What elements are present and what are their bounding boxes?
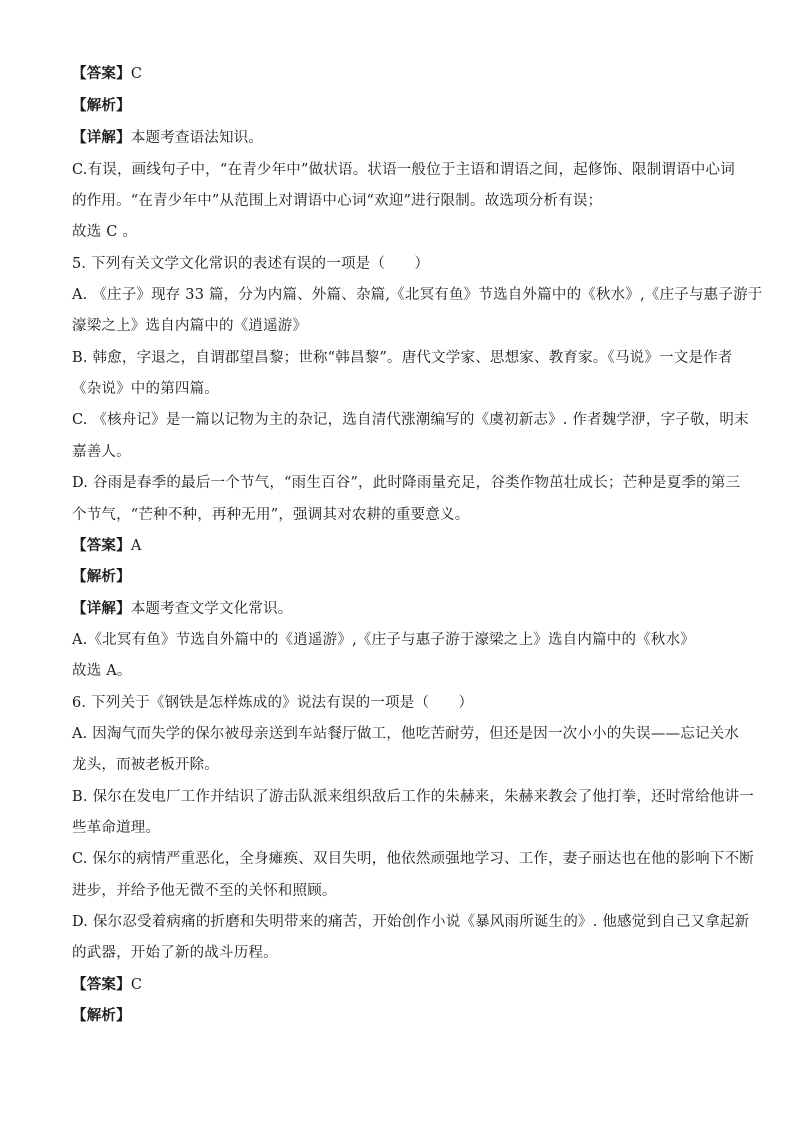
analysis-line: [72, 567, 732, 587]
option-a-cont: 濠梁之上》选自内篇中的《逍遥游》: [72, 318, 308, 334]
detail-line: [72, 599, 732, 619]
option-a: A. 《庄子》现存 33 篇，分为内篇、外篇、杂篇,《北冥有鱼》节选自外篇中的《秋水》,《庄子与惠子游于: [72, 287, 763, 303]
question-6-stem: 6. 下列关于《钢铁是怎样炼成的》说法有误的一项是（ ）: [72, 695, 474, 711]
text-line: A.《北冥有鱼》节选自外篇中的《逍遥游》,《庄子与惠子游于濠梁之上》选自内篇中的《秋水》: [72, 632, 695, 648]
analysis-tag: 【解析】: [72, 568, 131, 585]
option-d-cont: 个节气，“芒种不种，再种无用”，强调其对农耕的重要意义。: [72, 507, 470, 523]
answer-line: [72, 975, 732, 995]
analysis-tag: 【解析】: [72, 97, 131, 114]
option-d: D. 谷雨是春季的最后一个节气，“雨生百谷”，此时降雨量充足，谷类作物茁壮成长；芒种是夏季的第三: [72, 475, 741, 491]
option-d-cont: 的武器，开始了新的战斗历程。: [72, 945, 278, 961]
text-line: 故选 A。: [72, 663, 132, 679]
answer-tag: 【答案】: [72, 537, 131, 554]
answer-tag: 【答案】: [72, 976, 131, 993]
text-line: 故选 C 。: [72, 224, 138, 240]
option-c-cont: 嘉善人。: [72, 444, 131, 460]
option-c: C. 保尔的病情严重恶化，全身瘫痪、双目失明，他依然顽强地学习、工作，妻子丽达也在他的影响下不断: [72, 851, 754, 867]
option-a-cont: 龙头，而被老板开除。: [72, 757, 219, 773]
answer-tag: 【答案】: [72, 65, 131, 82]
detail-line: [72, 128, 732, 148]
option-d: D. 保尔忍受着病痛的折磨和失明带来的痛苦，开始创作小说《暴风雨所诞生的》. 他感觉到自己又拿起新: [72, 914, 750, 930]
answer-text: A: [130, 538, 142, 554]
answer-text: C: [130, 977, 143, 993]
detail-text: 本题考查语法知识。: [130, 130, 264, 146]
analysis-line: [72, 1006, 732, 1026]
detail-tag: 【详解】: [72, 600, 131, 617]
analysis-tag: 【解析】: [72, 1007, 131, 1024]
option-b-cont: 《杂说》中的第四篇。: [72, 381, 219, 397]
answer-line: [72, 64, 732, 84]
text-line: C.有误，画线句子中，“在青少年中”做状语。状语一般位于主语和谓语之间，起修饰、限制谓语中心词: [72, 162, 735, 178]
answer-text: C: [130, 66, 143, 82]
option-c-cont: 进步，并给予他无微不至的关怀和照顾。: [72, 883, 337, 899]
question-5-stem: 5. 下列有关文学文化常识的表述有误的一项是（ ）: [72, 256, 430, 272]
option-b-cont: 些革命道理。: [72, 820, 161, 836]
option-b: B. 韩愈，字退之，自谓郡望昌黎；世称“韩昌黎”。唐代文学家、思想家、教育家。《马说》一文是作者: [72, 350, 733, 366]
analysis-line: [72, 96, 732, 116]
detail-text: 本题考查文学文化常识。: [130, 601, 293, 617]
answer-line: [72, 536, 732, 556]
option-a: A. 因淘气而失学的保尔被母亲送到车站餐厅做工，他吃苦耐劳，但还是因一次小小的失误——忘记关水: [72, 726, 740, 742]
text-line: 的作用。“在青少年中”从范围上对谓语中心词“欢迎”进行限制。故选项分析有误；: [72, 193, 603, 209]
detail-tag: 【详解】: [72, 129, 131, 146]
option-c: C. 《核舟记》是一篇以记物为主的杂记，选自清代涨潮编写的《虞初新志》. 作者魏学洢，字子敬，明末: [72, 412, 749, 428]
option-b: B. 保尔在发电厂工作并结识了游击队派来组织敌后工作的朱赫来，朱赫来教会了他打拳，还时常给他讲一: [72, 789, 754, 805]
